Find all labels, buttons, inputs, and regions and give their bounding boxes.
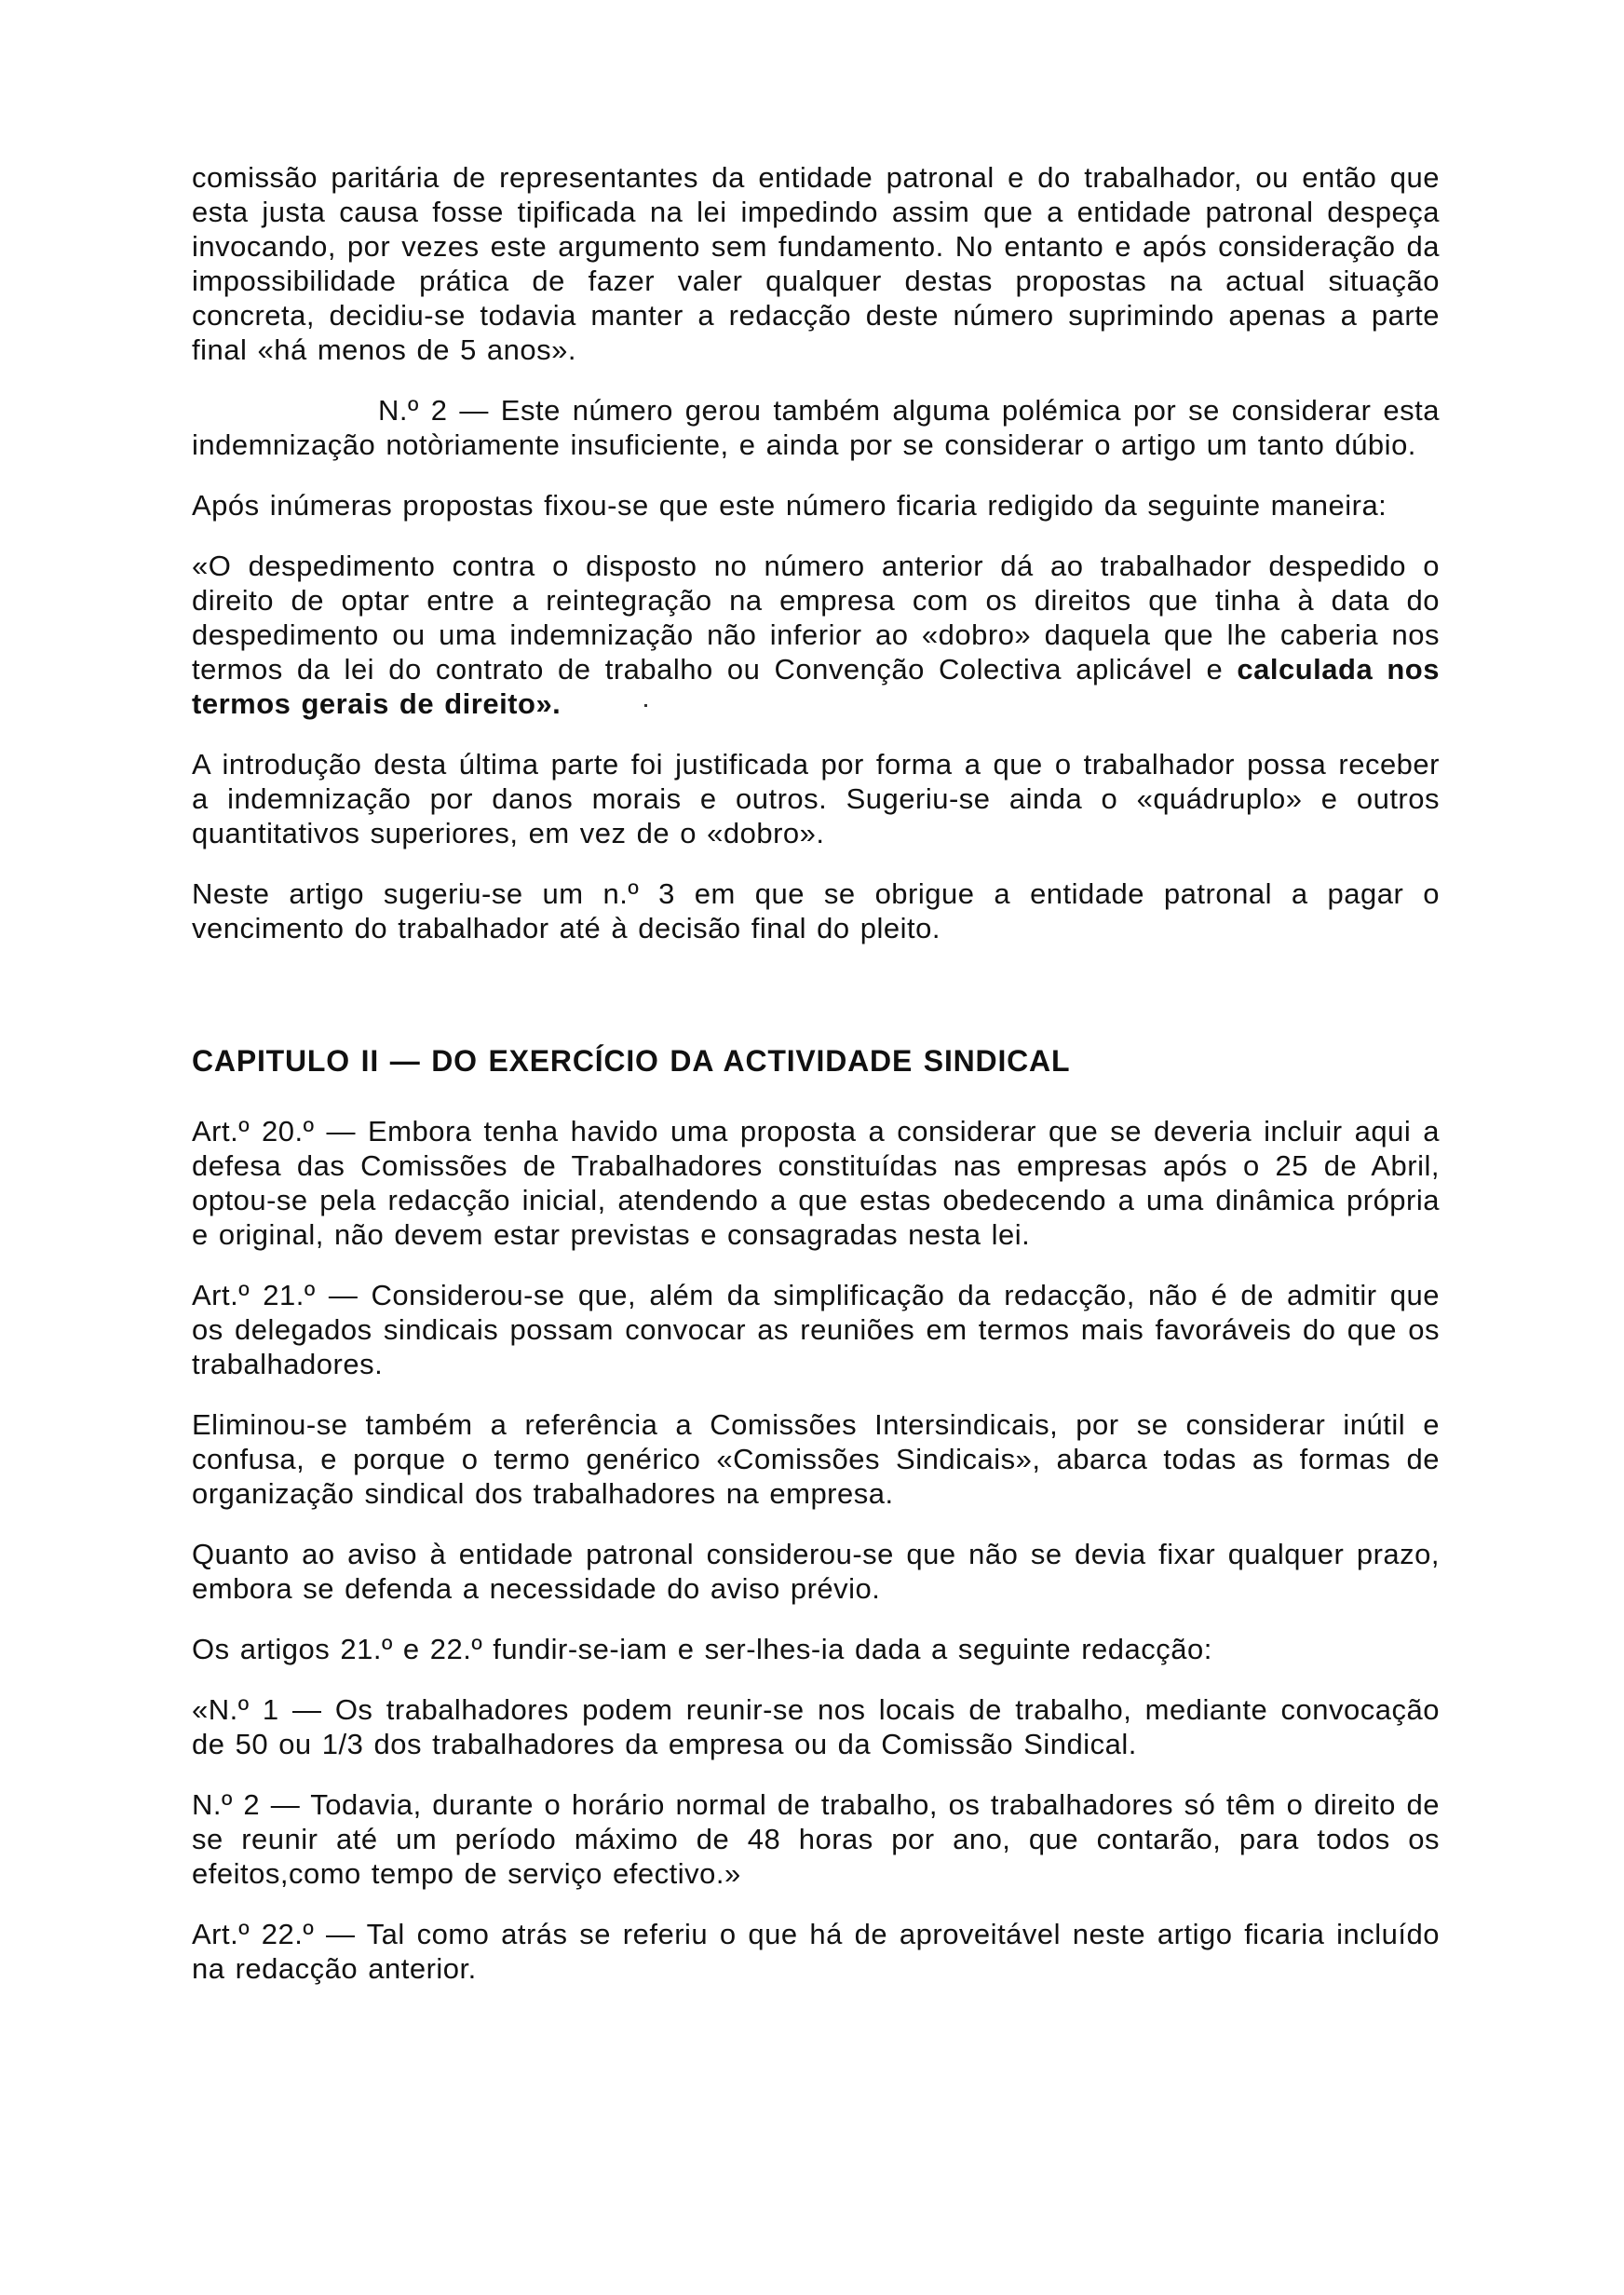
paragraph-numero-3-sugestao: Neste artigo sugeriu-se um n.º 3 em que se obrigue a entidade patronal a pagar o vencimento do trabalhador até à decisão final do pleito.	[192, 877, 1440, 944]
paragraph-apos-inumeras-propostas: Após inúmeras propostas fixou-se que este número ficaria redigido da seguinte maneira:	[192, 489, 1387, 522]
stray-mark	[644, 704, 647, 707]
paragraph-numero-1-reunir: «N.º 1 — Os trabalhadores podem reunir-se nos locais de trabalho, mediante convocação de 50 ou 1/3 dos trabalhadores da empresa ou da Comissão Sindical.	[192, 1693, 1440, 1760]
paragraph-comissoes-intersindicais: Eliminou-se também a referência a Comissões Intersindicais, por se considerar inútil e confusa, e porque o termo genérico «Comissões Sindicais», abarca todas as formas de organização sindical dos trabalhadores na empresa.	[192, 1408, 1440, 1510]
paragraph-art-21: Art.º 21.º — Considerou-se que, além da simplificação da redacção, não é de admitir que os delegados sindicais possam convocar as reuniões em termos mais favoráveis do que os trabalhadores.	[192, 1279, 1440, 1380]
quote-bold-text: calculada nos termos gerais de direito».	[192, 653, 1440, 720]
paragraph-comissao-paritaria: comissão paritária de representantes da entidade patronal e do trabalhador, ou então que esta justa causa fosse tipificada na lei impedindo assim que a entidade patronal despeça invocando, por vezes este argumento sem fundamento. No entanto e após consideração da impossibilidade prática de fazer valer qualquer destas propostas na actual situação concreta, decidiu-se todavia manter a redacção deste número suprimindo apenas a parte final «há menos de 5 anos».	[192, 161, 1440, 366]
paragraph-introducao-ultima-parte: A introdução desta última parte foi justificada por forma a que o trabalhador possa receber a indemnização por danos morais e outros. Sugeriu-se ainda o «quádruplo» e outros quantitativos superiores, em vez de o «dobro».	[192, 748, 1440, 849]
paragraph-aviso-entidade-patronal: Quanto ao aviso à entidade patronal considerou-se que não se devia fixar qualquer prazo, embora se defenda a necessidade do aviso prévio.	[192, 1538, 1440, 1605]
quote-text: «O despedimento contra o disposto no número anterior dá ao trabalhador despedido o direito de optar entre a reintegração na empresa com os direitos que tinha à data do despedimento ou uma indemnização não inferior ao «dobro» daquela que lhe caberia nos termos da lei do contrato de trabalho ou Convenção Colectiva aplicável e	[192, 550, 1440, 686]
document-page	[192, 160, 1440, 2012]
paragraph-quoted-redaccao	[192, 549, 1440, 721]
paragraph-art-22: Art.º 22.º — Tal como atrás se referiu o que há de aproveitável neste artigo ficaria incluído na redacção anterior.	[192, 1918, 1440, 1985]
paragraph-numero-2-polemica: N.º 2 — Este número gerou também alguma polémica por se considerar esta indemnização notòriamente insuficiente, e ainda por se considerar o artigo um tanto dúbio.	[192, 394, 1440, 461]
paragraph-art-20: Art.º 20.º — Embora tenha havido uma proposta a considerar que se deveria incluir aqui a defesa das Comissões de Trabalhadores constituídas nas empresas após o 25 de Abril, optou-se pela redacção inicial, atendendo a que estas obedecendo a uma dinâmica própria e original, não devem estar previstas e consagradas nesta lei.	[192, 1115, 1440, 1251]
chapter-heading: CAPITULO II — DO EXERCÍCIO DA ACTIVIDADE SINDICAL	[192, 1044, 1071, 1078]
paragraph-artigos-fundir: Os artigos 21.º e 22.º fundir-se-iam e ser-lhes-ia dada a seguinte redacção:	[192, 1633, 1212, 1665]
paragraph-numero-2-horario: N.º 2 — Todavia, durante o horário normal de trabalho, os trabalhadores só têm o direito de se reunir até um período máximo de 48 horas por ano, que contarão, para todos os efeitos,como tempo de serviço efectivo.»	[192, 1788, 1440, 1890]
